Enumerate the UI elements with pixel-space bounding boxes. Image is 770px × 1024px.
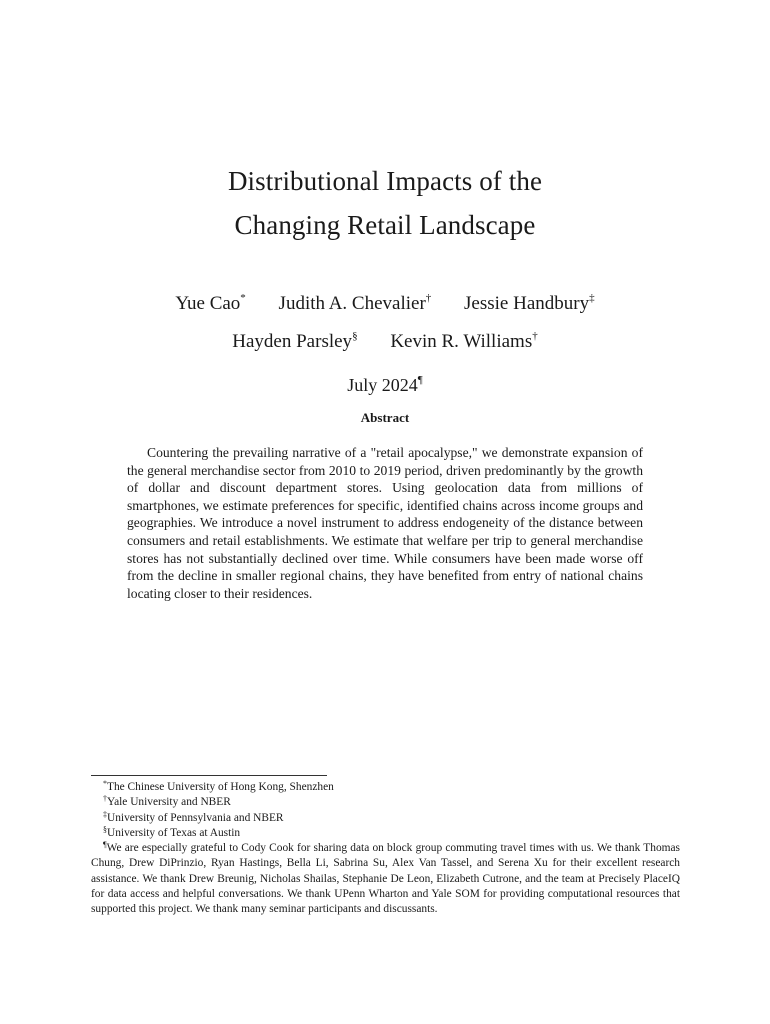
footnote-mark: *: [103, 779, 107, 788]
author-hayden-parsley: [232, 330, 357, 354]
footnote-acknowledgments: [91, 841, 680, 917]
author-mark: §: [352, 330, 358, 342]
author-kevin-williams: [390, 330, 537, 354]
author-name: Kevin R. Williams: [390, 331, 533, 352]
footnote-text: University of Texas at Austin: [107, 826, 241, 839]
author-mark: †: [532, 330, 538, 342]
author-name: Yue Cao: [175, 293, 241, 314]
paper-title: [0, 159, 770, 247]
author-jessie-handbury: [464, 292, 595, 316]
footnote-mark: †: [103, 794, 107, 804]
paper-date: [0, 373, 770, 397]
footnote-affiliation-4: [91, 826, 680, 841]
footnote-text: We are especially grateful to Cody Cook for sharing data on block group commuting travel times with us. We thank Thomas Chung, Drew DiPrinzio, Ryan Hastings, Bella Li, Sabrina Su, Alex Van Tassel, and Serena Xu for their excellent research assistance. We thank Drew Breunig, Nicholas Shailas, Stephanie De Leon, Elizabeth Cutrone, and the team at Precisely PlaceIQ for data access and helpful conversations. We thank UPenn Wharton and Yale SOM for providing computational resources that supported this project. We thank many seminar participants and discussants.: [91, 842, 680, 916]
author-judith-chevalier: [279, 292, 432, 316]
footnote-text: University of Pennsylvania and NBER: [107, 811, 284, 824]
footnote-text: The Chinese University of Hong Kong, Shenzhen: [107, 781, 334, 793]
footnote-affiliation-3: [91, 811, 680, 826]
footnote-mark: ‡: [103, 809, 107, 819]
author-name: Hayden Parsley: [232, 331, 353, 352]
author-row-1: [0, 292, 770, 316]
author-mark: *: [240, 292, 246, 304]
author-name: Judith A. Chevalier: [278, 293, 426, 314]
footnotes: [91, 780, 680, 918]
footnote-mark: ¶: [103, 840, 107, 850]
author-mark: ‡: [589, 292, 595, 304]
title-line-2: Changing Retail Landscape: [234, 210, 536, 240]
author-yue-cao: [175, 292, 245, 316]
date-text: July 2024: [347, 375, 418, 395]
author-row-2: [0, 330, 770, 354]
author-name: Jessie Handbury: [464, 293, 590, 314]
abstract-text: Countering the prevailing narrative of a "retail apocalypse," we demonstrate expansion of the general merchandise sector from 2010 to 2019 period, driven predominantly by the growth of dollar and discount department stores. Using geolocation data from millions of smartphones, we estimate preferences for specific, identified chains across income groups and geographies. We introduce a novel instrument to address endogeneity of the distance between consumers and retail establishments. We estimate that welfare per trip to general merchandise stores has not substantially declined over time. While consumers have been made worse off from the decline in smaller regional chains, they have benefited from entry of national chains locating closer to their residences.: [127, 445, 643, 601]
author-mark: †: [425, 292, 432, 304]
footnote-mark: §: [103, 824, 107, 834]
abstract-heading: Abstract: [360, 410, 410, 425]
date-mark: ¶: [417, 374, 423, 386]
title-line-1: Distributional Impacts of the: [227, 166, 543, 196]
footnote-text: Yale University and NBER: [107, 796, 231, 809]
footnote-affiliation-1: [91, 780, 680, 795]
footnote-divider: [91, 775, 327, 776]
footnote-affiliation-2: [91, 795, 680, 810]
